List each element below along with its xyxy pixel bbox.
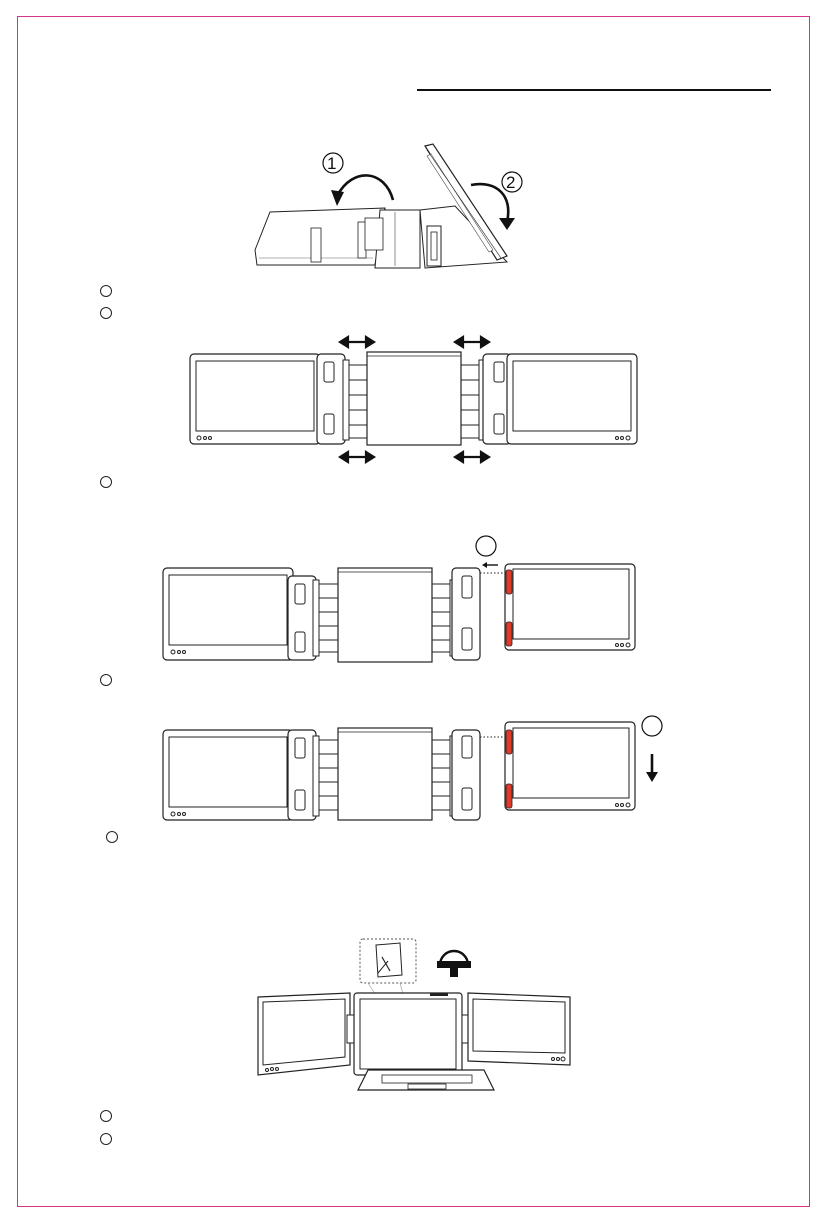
step-marker xyxy=(100,285,112,297)
red-latch xyxy=(506,622,512,646)
red-latch xyxy=(506,730,512,754)
step-marker xyxy=(106,831,118,843)
figure-laptop-mount xyxy=(250,935,580,1095)
step-marker xyxy=(100,476,112,488)
callout-2: 2 xyxy=(506,173,516,192)
figure-slide-out xyxy=(185,330,645,470)
step-marker xyxy=(100,1110,112,1122)
title-underline xyxy=(417,89,771,91)
figure-slide-down xyxy=(160,712,670,824)
kickstand-icon xyxy=(376,943,402,977)
rotate-symbol-icon xyxy=(437,951,471,977)
callout-1: 1 xyxy=(327,154,337,173)
figure-detach xyxy=(160,532,640,664)
step-marker xyxy=(100,674,112,686)
red-latch xyxy=(506,570,512,594)
curved-arrow-icon xyxy=(337,175,393,200)
figure-unfold xyxy=(245,140,545,280)
red-latch xyxy=(506,784,512,808)
step-marker xyxy=(100,307,112,319)
step-marker xyxy=(100,1133,112,1145)
down-arrow-icon xyxy=(646,754,658,782)
